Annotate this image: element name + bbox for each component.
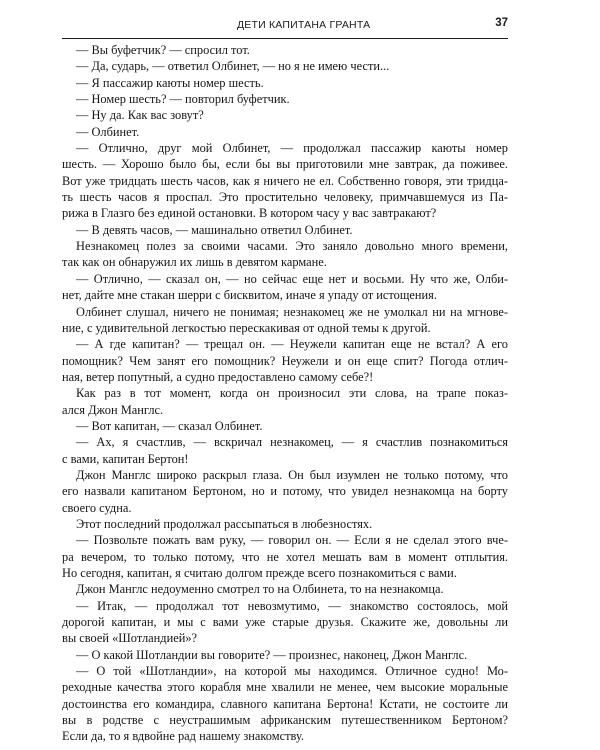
text-line: — Ну да. Как вас зовут? bbox=[76, 108, 204, 123]
text-line: — Вот капитан, — сказал Олбинет. bbox=[76, 418, 263, 433]
text-line: Если да, то я вдвойне рад нашему знакомству. bbox=[62, 729, 304, 744]
text-line: Но сегодня, капитан, я считаю долгом прежде всего познакомиться с вами. bbox=[62, 566, 457, 580]
running-header bbox=[62, 14, 508, 39]
text-line: своего судна. bbox=[62, 500, 132, 515]
text-line: нет, дайте мне стакан шерри с бисквитом, иначе я упаду от истощения. bbox=[62, 288, 437, 303]
text-line: вы в родстве с неустрашимым африканским путешественником Бертоном? bbox=[62, 713, 508, 728]
text-line: — Вы буфетчик? — спросил тот. bbox=[76, 43, 250, 57]
text-line: — О той «Шотландии», на которой мы находимся. Отличное судно! Мо- bbox=[76, 664, 508, 679]
text-line: Олбинет слушал, ничего не понимая; незнакомец же не умолкал ни на мгнове- bbox=[76, 304, 508, 319]
text-line: — Позвольте пожать вам руку, — говорил он. — Если я не сделал этого вче- bbox=[76, 533, 508, 548]
text-line: — В девять часов, — машинально ответил Олбинет. bbox=[76, 222, 353, 237]
text-line: дорогой капитан, и мы с вами уже старые друзья. Скажите же, довольны ли bbox=[62, 615, 508, 630]
text-line: — О какой Шотландии вы говорите? — произнес, наконец, Джон Манглс. bbox=[76, 647, 468, 662]
text-line: Как раз в тот момент, когда он произносил эти слова, на трапе показ- bbox=[76, 386, 508, 401]
text-line: — Да, сударь, — ответил Олбинет, — но я не имею чести... bbox=[76, 59, 390, 74]
text-line: Этот последний продолжал рассыпаться в любезностях. bbox=[76, 516, 373, 531]
text-line: Джон Манглс широко раскрыл глаза. Он был изумлен не только потому, что bbox=[76, 467, 508, 482]
text-line: Джон Манглс недоуменно смотрел то на Олбинета, то на незнакомца. bbox=[76, 582, 444, 597]
text-line: ная, ветер попутный, а судно предоставлено самому себе?! bbox=[62, 369, 374, 384]
text-line: — Номер шесть? — повторил буфетчик. bbox=[76, 92, 290, 107]
text-line: — Олбинет. bbox=[76, 124, 140, 139]
text-line: — Я пассажир каюты номер шесть. bbox=[76, 75, 264, 90]
text-line: ался Джон Манглс. bbox=[62, 402, 164, 417]
text-line: достоинства его командира, славного капитана Бертона! Кстати, не состоите ли bbox=[62, 696, 508, 711]
text-line: так как он обнаружил их лишь в девятом кармане. bbox=[62, 255, 327, 270]
text-line: — Отлично, друг мой Олбинет, — продолжал пассажир каюты номер bbox=[76, 141, 508, 156]
text-line: Незнакомец полез за своими часами. Это заняло довольно много времени, bbox=[76, 239, 508, 254]
text-line: помощник? Чем занят его помощник? Неужели и он еще спит? Погода отлич- bbox=[62, 353, 508, 368]
text-line: ть шесть часов я проспал. Это простительно человеку, примчавшемуся из Па- bbox=[62, 190, 508, 205]
text-line: ние, с удивительной легкостью перескакивая от одной темы к другой. bbox=[62, 320, 431, 335]
text-line: реходные качества этого корабля мне хвалили не менее, чем высокие моральные bbox=[62, 680, 508, 695]
text-line: вы своей «Шотландией»? bbox=[62, 631, 198, 646]
text-line: с вами, капитан Бертон! bbox=[62, 451, 189, 466]
text-line: — Итак, — продолжал тот невозмутимо, — знакомство состоялось, мой bbox=[76, 598, 508, 613]
text-line: — А где капитан? — трещал он. — Неужели капитан еще не встал? А его bbox=[76, 337, 508, 352]
running-title: ДЕТИ КАПИТАНА ГРАНТА bbox=[237, 19, 371, 31]
page-number: 37 bbox=[495, 17, 508, 29]
text-line: шесть. — Хорошо было бы, если бы вы приготовили мне завтрак, да поживее. bbox=[62, 157, 508, 172]
text-line: — Отлично, — сказал он, — но сейчас еще нет и восьми. Ну что же, Олби- bbox=[76, 271, 508, 286]
text-line: рижа в Глазго без единой остановки. В котором часу у вас завтракают? bbox=[62, 206, 437, 221]
text-line: его назвали капитаном Бертоном, но и потому, что увидел незнакомца на борту bbox=[62, 484, 508, 499]
page-body-text bbox=[62, 42, 508, 745]
text-line: Вот уже тридцать шесть часов, как я ничего не ел. Собственно говоря, эти тридца- bbox=[62, 173, 508, 188]
text-line: — Ах, я счастлив, — вскричал незнакомец, — я счастлив познакомиться bbox=[76, 435, 508, 450]
text-line: ра вечером, то только потому, что не хотел мешать вам в момент отплытия. bbox=[62, 549, 508, 564]
